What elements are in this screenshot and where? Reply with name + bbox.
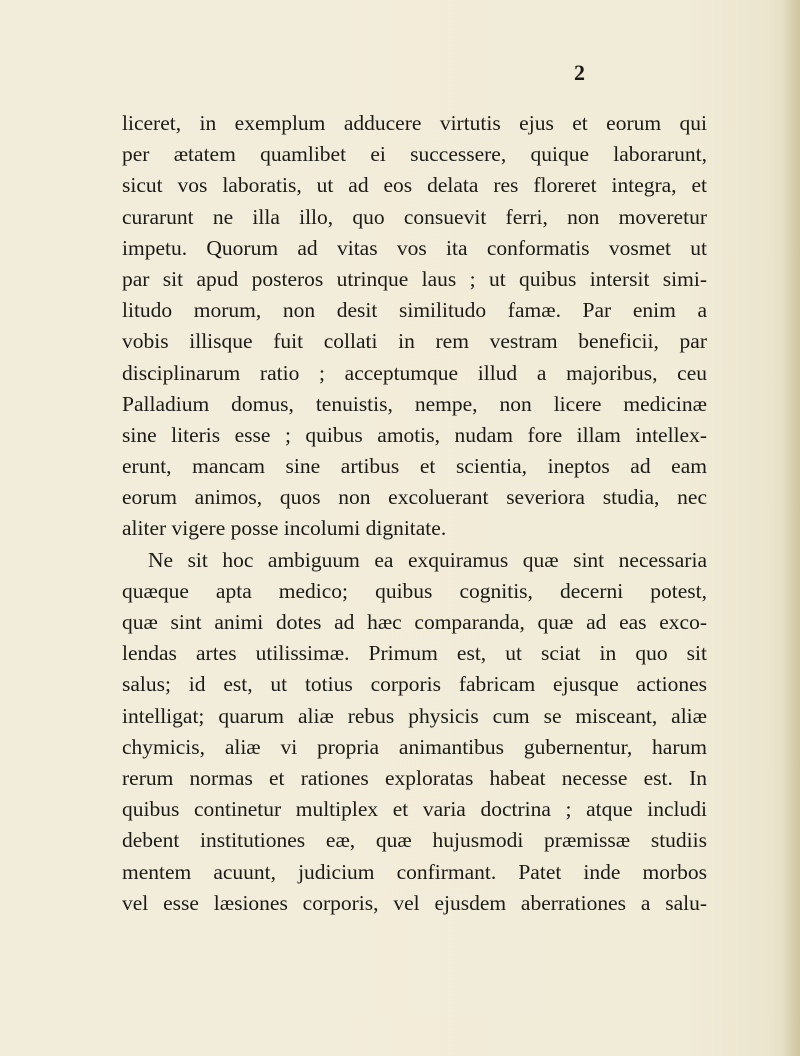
text-line: debent institutiones eæ, quæ hujusmodi præmissæ studiis xyxy=(122,828,707,853)
text-line: salus; id est, ut totius corporis fabricam ejusque actiones xyxy=(122,672,707,697)
text-line: sicut vos laboratis, ut ad eos delata res floreret integra, et xyxy=(122,173,707,198)
text-line: lendas artes utilissimæ. Primum est, ut sciat in quo sit xyxy=(122,641,707,666)
text-line: litudo morum, non desit similitudo famæ. Par enim a xyxy=(122,298,707,323)
body-text xyxy=(122,108,707,919)
text-line: quæque apta medico; quibus cognitis, decerni potest, xyxy=(122,578,707,603)
page-edge-shadow xyxy=(782,0,800,1056)
text-line: rerum normas et rationes exploratas habeat necesse est. In xyxy=(122,765,707,790)
text-line: liceret, in exemplum adducere virtutis ejus et eorum qui xyxy=(122,111,707,135)
text-line: chymicis, aliæ vi propria animantibus gubernentur, harum xyxy=(122,734,707,759)
text-line: Palladium domus, tenuistis, nempe, non licere medicinæ xyxy=(122,391,707,416)
text-line: per ætatem quamlibet ei successere, quique laborarunt, xyxy=(122,142,707,167)
text-line: vobis illisque fuit collati in rem vestram beneficii, par xyxy=(122,329,707,354)
text-line: par sit apud posteros utrinque laus ; ut quibus intersit simi- xyxy=(122,266,707,291)
text-line: curarunt ne illa illo, quo consuevit ferri, non moveretur xyxy=(122,204,707,229)
text-line: mentem acuunt, judicium confirmant. Patet inde morbos xyxy=(122,859,707,884)
paragraph-end-line: aliter vigere posse incolumi dignitate. xyxy=(122,516,447,541)
text-line: sine literis esse ; quibus amotis, nudam fore illam intellex- xyxy=(122,422,707,447)
text-line: intelligat; quarum aliæ rebus physicis cum se misceant, aliæ xyxy=(122,703,707,728)
text-line: quibus continetur multiplex et varia doctrina ; atque includi xyxy=(122,797,707,822)
page-number: 2 xyxy=(574,60,585,85)
text-line: quæ sint animi dotes ad hæc comparanda, quæ ad eas exco- xyxy=(122,610,707,634)
text-line: eorum animos, quos non excoluerant severiora studia, nec xyxy=(122,485,707,510)
paragraph-start-line: Ne sit hoc ambiguum ea exquiramus quæ sint necessaria xyxy=(148,547,707,572)
text-line: disciplinarum ratio ; acceptumque illud a majoribus, ceu xyxy=(122,360,707,385)
text-line: erunt, mancam sine artibus et scientia, ineptos ad eam xyxy=(122,454,707,479)
text-line: impetu. Quorum ad vitas vos ita conformatis vosmet ut xyxy=(122,235,707,260)
text-line: vel esse læsiones corporis, vel ejusdem aberrationes a salu- xyxy=(122,890,707,915)
